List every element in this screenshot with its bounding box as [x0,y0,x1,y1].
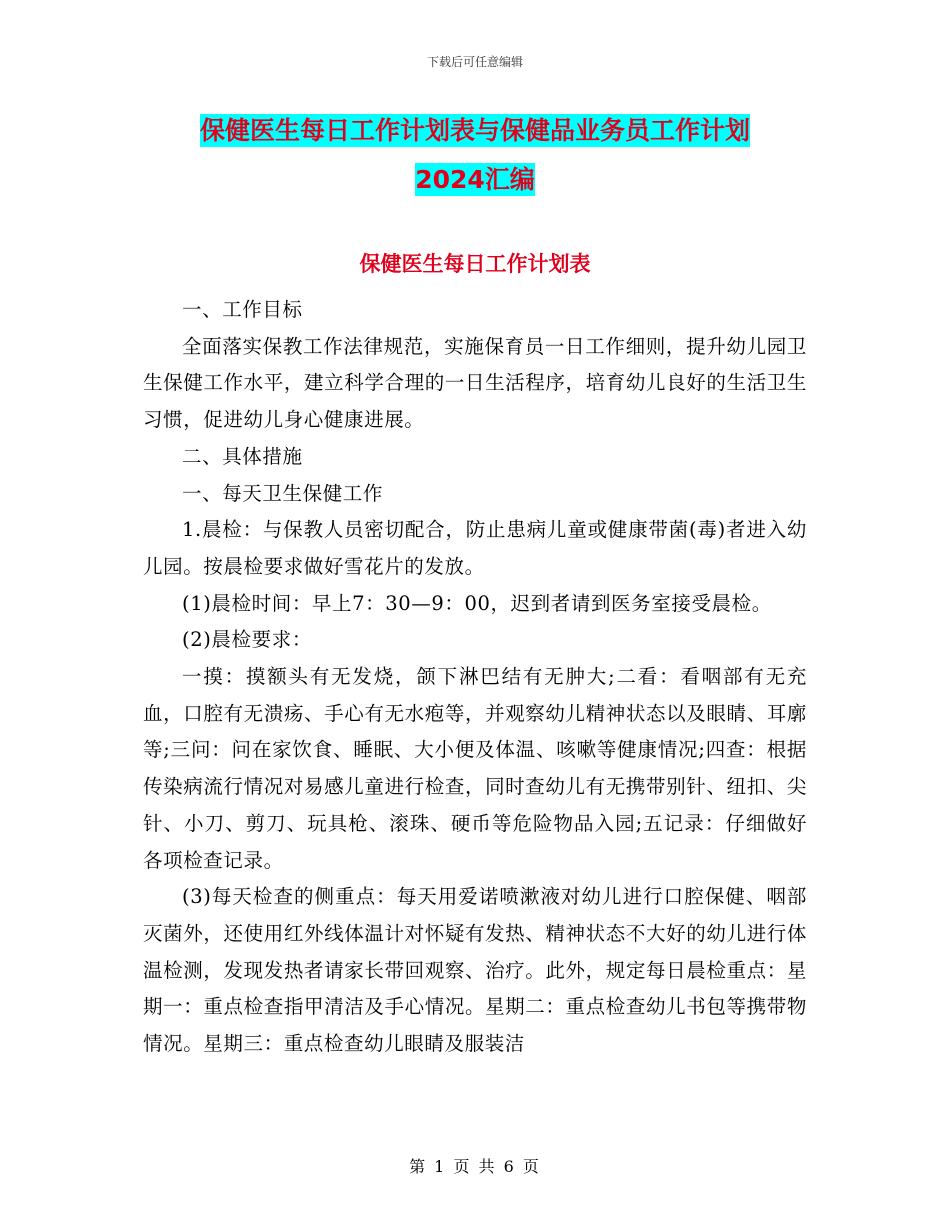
document-title-line2: 2024汇编 [415,165,535,194]
heading-work-goal: 一、工作目标 [182,298,303,321]
paragraph-daily-focus: (3)每天检查的侧重点：每天用爱诺喷漱液对幼儿进行口腔保健、咽部灭菌外，还使用红外线体温计对怀疑有发热、精神状态不大好的幼儿进行体温检测，发现发热者请家长带回观察、治疗。此外，规定每日晨检重点：星期一：重点检查指甲清洁及手心情况。星期二：重点检查幼儿书包等携带物情况。星期三：重点检查幼儿眼睛及服装洁 [143,885,807,1056]
section-title: 保健医生每日工作计划表 [359,252,591,276]
paragraph-check-requirements: (2)晨检要求： [182,628,312,652]
document-title [0,106,950,204]
paragraph-check-steps: 一摸：摸额头有无发烧，颌下淋巴结有无肿大;二看：看咽部有无充血，口腔有无溃疡、手心有无水疱等，并观察幼儿精神状态以及眼睛、耳廓等;三问：问在家饮食、睡眠、大小便及体温、咳嗽等健康情况;四查：根据传染病流行情况对易感儿童进行检查，同时查幼儿有无携带别针、纽扣、尖针、小刀、剪刀、玩具枪、滚珠、硬币等危险物品入园;五记录：仔细做好各项检查记录。 [143,665,807,872]
heading-specific-measures: 二、具体措施 [182,444,303,468]
heading-daily-health-work: 一、每天卫生保健工作 [182,481,384,505]
paragraph-check-time: (1)晨检时间：早上7：30—9：00，迟到者请到医务室接受晨检。 [182,591,772,615]
page-header-note: 下载后可任意编辑 [426,55,523,69]
paragraph-morning-check: 1.晨检：与保教人员密切配合，防止患病儿童或健康带菌(毒)者进入幼儿园。按晨检要求做好雪花片的发放。 [143,518,807,578]
paragraph-work-goal: 全面落实保教工作法律规范，实施保育员一日工作细则，提升幼儿园卫生保健工作水平，建立科学合理的一日生活程序，培育幼儿良好的生活卫生习惯，促进幼儿身心健康进展。 [143,334,807,432]
document-body [143,292,807,1063]
document-title-line1: 保健医生每日工作计划表与保健品业务员工作计划 [199,116,750,145]
page-footer: 第 1 页 共 6 页 [409,1157,541,1176]
